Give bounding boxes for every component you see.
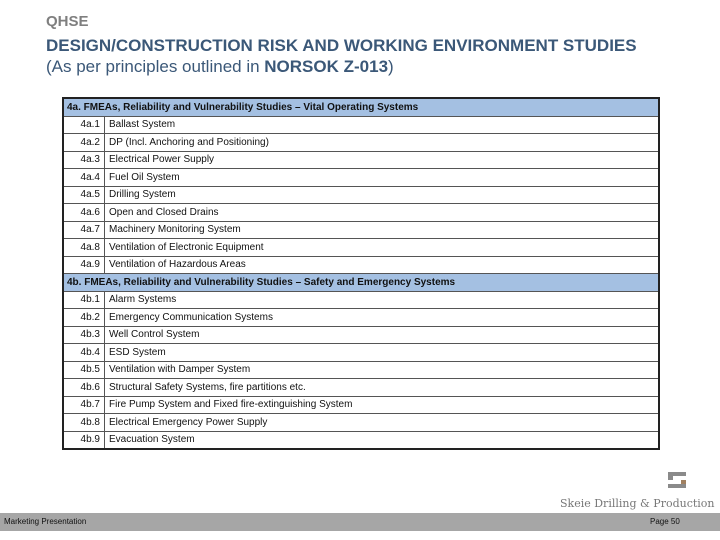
item-number: 4a.9 [63, 256, 105, 274]
item-number: 4b.9 [63, 431, 105, 449]
table-row [63, 239, 659, 257]
item-number: 4a.3 [63, 151, 105, 169]
item-number: 4b.8 [63, 414, 105, 432]
item-label: Electrical Emergency Power Supply [105, 414, 660, 432]
table-row [63, 326, 659, 344]
group-header-row [63, 274, 659, 292]
table-row [63, 344, 659, 362]
item-number: 4b.7 [63, 396, 105, 414]
item-label: Ventilation of Hazardous Areas [105, 256, 660, 274]
page-number: Page 50 [650, 517, 680, 526]
subtitle-prefix: (As per principles outlined in [46, 57, 265, 76]
table-row [63, 256, 659, 274]
item-number: 4a.5 [63, 186, 105, 204]
item-number: 4b.6 [63, 379, 105, 397]
table-row [63, 431, 659, 449]
company-logo-icon [668, 472, 686, 488]
subtitle-standard: NORSOK Z-013 [264, 57, 389, 76]
item-number: 4b.5 [63, 361, 105, 379]
item-label: Open and Closed Drains [105, 204, 660, 222]
item-label: Emergency Communication Systems [105, 309, 660, 327]
subtitle-suffix: ) [388, 57, 394, 76]
item-label: DP (Incl. Anchoring and Positioning) [105, 134, 660, 152]
item-number: 4a.6 [63, 204, 105, 222]
item-label: ESD System [105, 344, 660, 362]
table-row [63, 414, 659, 432]
item-label: Evacuation System [105, 431, 660, 449]
item-label: Structural Safety Systems, fire partitions etc. [105, 379, 660, 397]
item-number: 4a.8 [63, 239, 105, 257]
item-number: 4a.7 [63, 221, 105, 239]
item-number: 4b.4 [63, 344, 105, 362]
item-label: Electrical Power Supply [105, 151, 660, 169]
item-label: Ventilation of Electronic Equipment [105, 239, 660, 257]
table-row [63, 361, 659, 379]
page-subtitle [46, 57, 394, 77]
group-header-row [63, 98, 659, 116]
company-logo-text: Skeie Drilling & Production [560, 497, 715, 510]
item-number: 4b.2 [63, 309, 105, 327]
footer-left: Marketing Presentation [4, 517, 87, 526]
item-number: 4a.1 [63, 116, 105, 134]
item-number: 4a.4 [63, 169, 105, 187]
table-row [63, 204, 659, 222]
item-label: Ballast System [105, 116, 660, 134]
item-label: Ventilation with Damper System [105, 361, 660, 379]
table-row [63, 291, 659, 309]
item-label: Alarm Systems [105, 291, 660, 309]
footer-bar [0, 513, 720, 531]
table-row [63, 151, 659, 169]
table-row [63, 309, 659, 327]
item-number: 4a.2 [63, 134, 105, 152]
item-label: Drilling System [105, 186, 660, 204]
item-number: 4b.3 [63, 326, 105, 344]
item-label: Machinery Monitoring System [105, 221, 660, 239]
studies-table [62, 97, 660, 450]
table-row [63, 134, 659, 152]
section-label: QHSE [46, 13, 89, 30]
item-number: 4b.1 [63, 291, 105, 309]
table-row [63, 396, 659, 414]
item-label: Fuel Oil System [105, 169, 660, 187]
item-label: Well Control System [105, 326, 660, 344]
page-title: DESIGN/CONSTRUCTION RISK AND WORKING ENVIRONMENT STUDIES [46, 36, 637, 55]
group-title: 4a. FMEAs, Reliability and Vulnerability Studies – Vital Operating Systems [63, 98, 659, 116]
group-title: 4b. FMEAs, Reliability and Vulnerability Studies – Safety and Emergency Systems [63, 274, 659, 292]
table-row [63, 169, 659, 187]
table-row [63, 379, 659, 397]
table-row [63, 116, 659, 134]
table-row [63, 186, 659, 204]
item-label: Fire Pump System and Fixed fire-extinguishing System [105, 396, 660, 414]
table-row [63, 221, 659, 239]
